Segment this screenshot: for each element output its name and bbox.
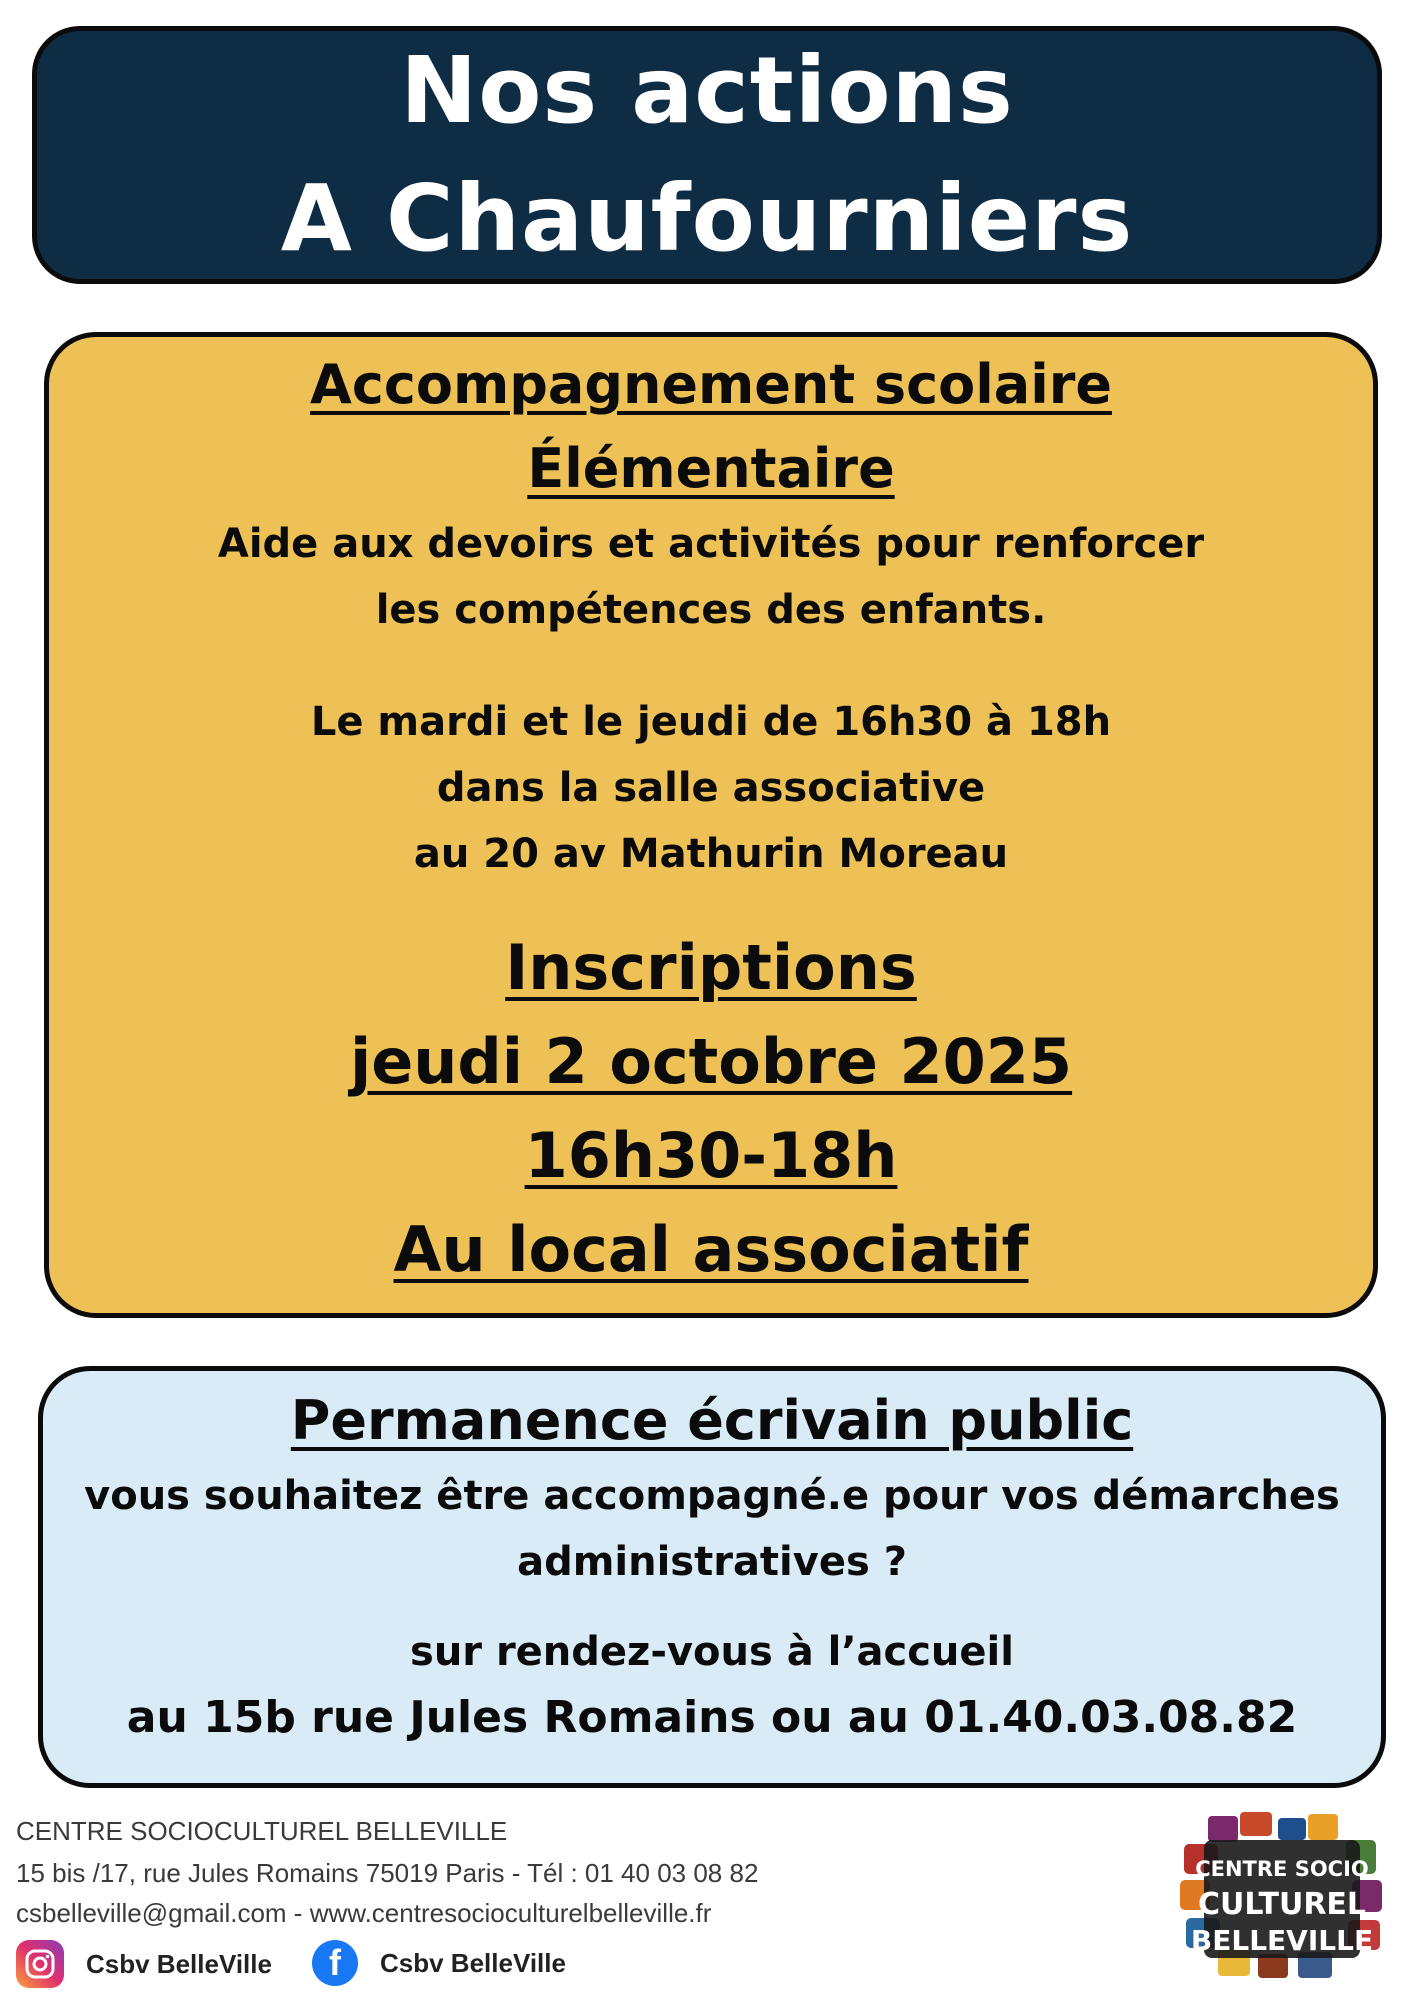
instagram-label: Csbv BelleVille: [86, 1948, 272, 1979]
school-desc-1: Aide aux devoirs et activités pour renforcer: [217, 521, 1205, 567]
registration-title: Inscriptions: [505, 931, 917, 1004]
logo-line-2: CULTUREL: [1197, 1887, 1367, 1922]
title-line-1: Nos actions: [400, 37, 1014, 144]
school-heading-2: Élémentaire: [527, 437, 895, 500]
footer-web: csbelleville@gmail.com - www.centresocioculturelbelleville.fr: [16, 1898, 712, 1928]
footer-org-name: CENTRE SOCIOCULTUREL BELLEVILLE: [16, 1816, 508, 1846]
registration-place: Au local associatif: [393, 1213, 1029, 1286]
schedule-line-1: Le mardi et le jeudi de 16h30 à 18h: [310, 699, 1112, 745]
schedule-line-3: au 20 av Mathurin Moreau: [413, 831, 1009, 877]
belleville-logo: [1178, 1810, 1384, 1980]
public-writer-panel: [38, 1366, 1386, 1788]
school-heading-1: Accompagnement scolaire: [310, 353, 1112, 416]
logo-line-1: CENTRE SOCIO: [1195, 1857, 1369, 1881]
title-banner: [32, 26, 1382, 284]
writer-contact-1: sur rendez-vous à l’accueil: [410, 1629, 1014, 1675]
registration-date: jeudi 2 octobre 2025: [349, 1025, 1073, 1098]
footer-address: 15 bis /17, rue Jules Romains 75019 Paris - Tél : 01 40 03 08 82: [16, 1858, 759, 1888]
facebook-label: Csbv BelleVille: [380, 1947, 566, 1978]
registration-time: 16h30-18h: [524, 1119, 898, 1192]
title-line-2: A Chaufourniers: [280, 165, 1134, 272]
school-support-panel: [44, 332, 1378, 1318]
writer-contact-2: au 15b rue Jules Romains ou au 01.40.03.08.82: [126, 1692, 1298, 1743]
instagram-icon: [16, 1940, 64, 1988]
writer-question-1: vous souhaitez être accompagné.e pour vos démarches: [84, 1473, 1340, 1519]
facebook-icon: f: [312, 1940, 358, 1986]
instagram-link[interactable]: [16, 1940, 272, 1988]
facebook-link[interactable]: [312, 1940, 566, 1986]
schedule-line-2: dans la salle associative: [436, 765, 986, 811]
school-desc-2: les compétences des enfants.: [375, 587, 1047, 633]
writer-question-2: administratives ?: [517, 1539, 907, 1585]
logo-line-3: BELLEVILLE: [1190, 1924, 1374, 1957]
writer-heading: Permanence écrivain public: [290, 1389, 1134, 1452]
